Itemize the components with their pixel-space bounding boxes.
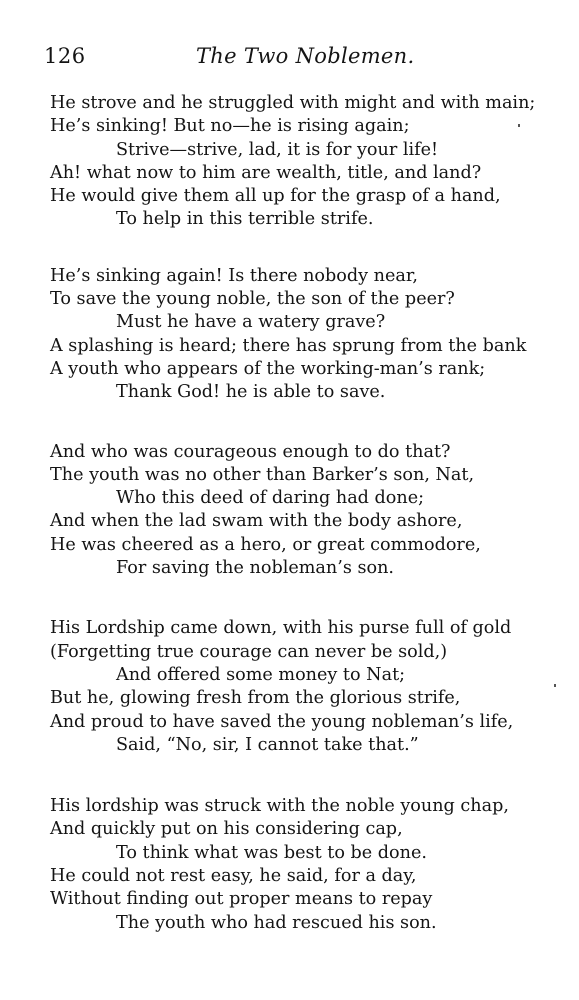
- page-header: [44, 44, 524, 74]
- poem-line: Ah! what now to him are wealth, title, and land?: [50, 162, 482, 183]
- poem-line-indented: And offered some money to Nat;: [116, 664, 406, 685]
- poem-line-indented: Said, “No, sir, I cannot take that.”: [116, 734, 419, 755]
- poem-line-indented: Must he have a watery grave?: [116, 312, 386, 333]
- poem-line: His Lordship came down, with his purse full of gold: [50, 618, 512, 639]
- stanza: [50, 795, 550, 935]
- poem-line: The youth was no other than Barker’s son, Nat,: [50, 464, 475, 485]
- poem-line-indented: Thank God! he is able to save.: [116, 382, 386, 403]
- poem-body: [50, 92, 550, 968]
- poem-line: He’s sinking! But no—he is rising again;: [50, 116, 410, 137]
- poem-line: He’s sinking again! Is there nobody near,: [50, 265, 418, 286]
- poem-line: A splashing is heard; there has sprung from the bank: [50, 335, 527, 356]
- poem-line-indented: To think what was best to be done.: [116, 842, 427, 863]
- paper-speck: [554, 684, 556, 687]
- poem-line-indented: For saving the nobleman’s son.: [116, 558, 395, 579]
- poem-line: And who was courageous enough to do that?: [50, 441, 451, 462]
- poem-line-indented: The youth who had rescued his son.: [116, 912, 437, 933]
- poem-line-indented: Strive—strive, lad, it is for your life!: [116, 139, 439, 160]
- page-number: 126: [44, 44, 86, 68]
- poem-line: And proud to have saved the young nobleman’s life,: [50, 711, 514, 732]
- running-title: The Two Noblemen.: [196, 44, 415, 68]
- paper-speck: [518, 124, 520, 127]
- poem-line-indented: Who this deed of daring had done;: [116, 488, 425, 509]
- poem-line: To save the young noble, the son of the peer?: [50, 289, 455, 310]
- poem-line: His lordship was struck with the noble young chap,: [50, 796, 509, 817]
- stanza: [50, 92, 550, 232]
- stanza: [50, 265, 550, 405]
- poem-line: A youth who appears of the working-man’s rank;: [50, 358, 486, 379]
- poem-line: He could not rest easy, he said, for a day,: [50, 866, 417, 887]
- poem-line: But he, glowing fresh from the glorious strife,: [50, 688, 461, 709]
- poem-line: And when the lad swam with the body ashore,: [50, 511, 463, 532]
- stanza: [50, 617, 550, 757]
- poem-line: He strove and he struggled with might and with main;: [50, 93, 536, 113]
- poem-line: He would give them all up for the grasp of a hand,: [50, 186, 501, 207]
- poem-line-indented: To help in this terrible strife.: [116, 209, 374, 230]
- poem-line: He was cheered as a hero, or great commodore,: [50, 534, 481, 555]
- poem-line: (Forgetting true courage can never be sold,): [50, 641, 448, 662]
- poem-line: Without finding out proper means to repay: [50, 889, 433, 910]
- stanza: [50, 441, 550, 581]
- poem-line: And quickly put on his considering cap,: [50, 819, 403, 840]
